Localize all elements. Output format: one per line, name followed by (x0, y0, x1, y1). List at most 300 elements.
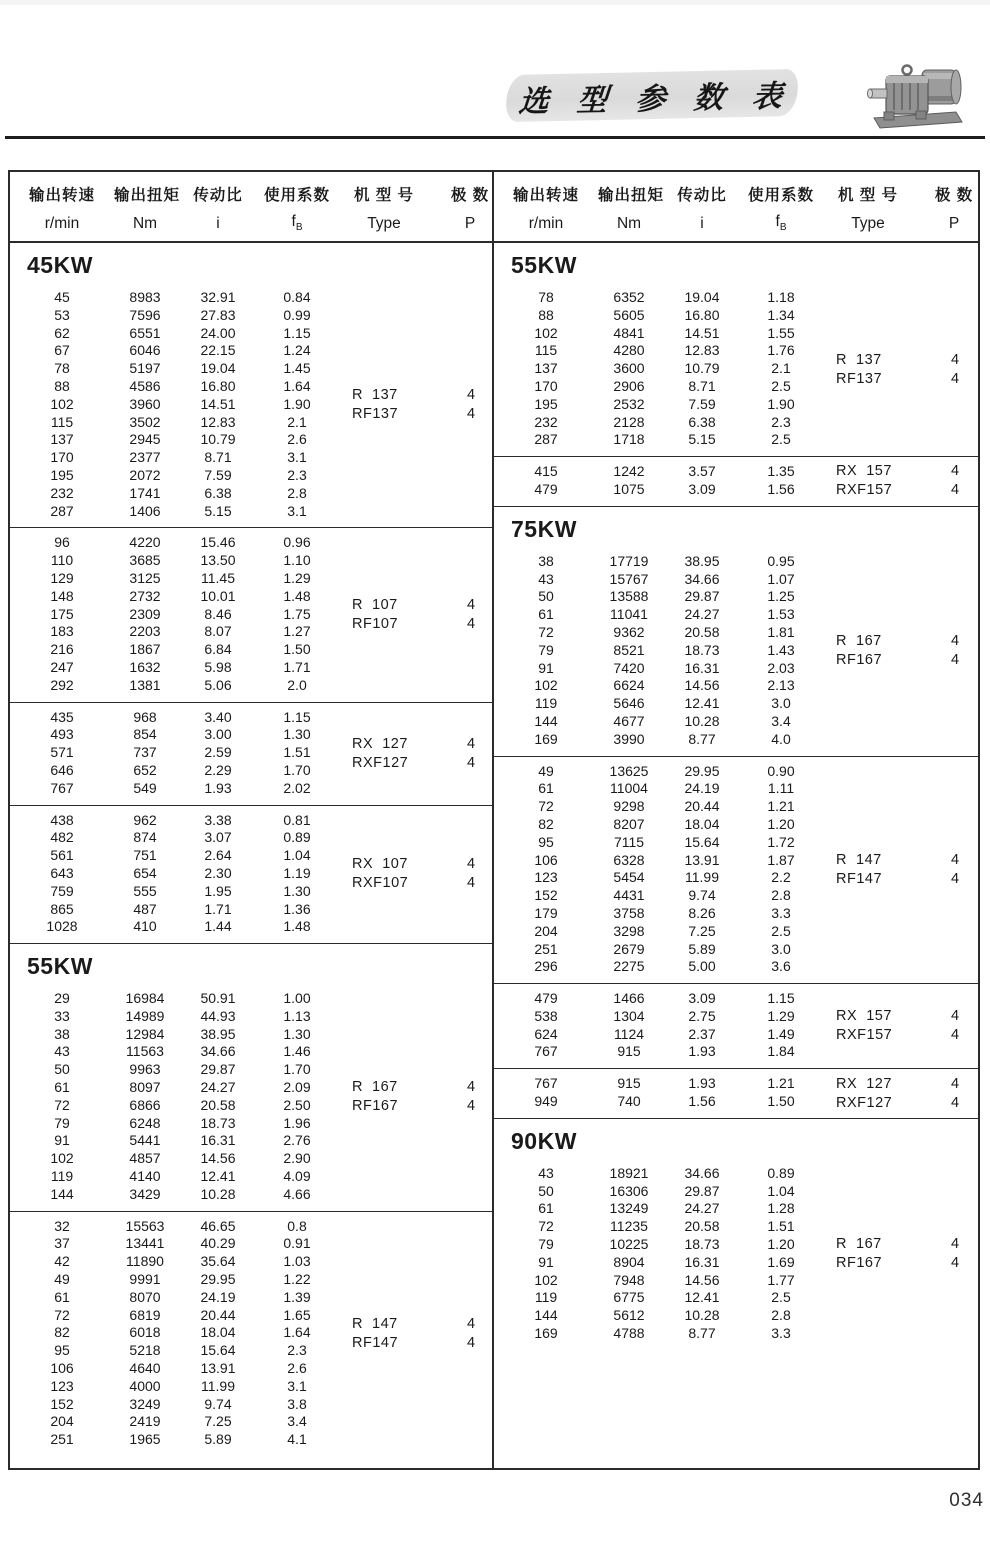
cell-speed: 72 (54, 1306, 70, 1323)
unit-speed: r/min (528, 215, 564, 232)
cell-factor: 2.5 (771, 431, 791, 448)
table-row (494, 1165, 978, 1183)
table-row (10, 485, 492, 503)
cell-speed: 115 (50, 413, 74, 430)
cell-factor: 1.03 (283, 1253, 311, 1270)
data-block (494, 547, 978, 757)
table-row (494, 1307, 978, 1325)
poles-value: 4 (950, 482, 960, 499)
poles-value: 4 (950, 1008, 960, 1025)
cell-speed: 96 (54, 534, 70, 551)
type-label: RF137 (352, 406, 399, 423)
cell-torque: 8983 (129, 289, 161, 305)
cell-ratio: 2.37 (688, 1025, 716, 1042)
cell-torque: 3429 (129, 1185, 161, 1202)
cell-ratio: 14.56 (684, 677, 720, 694)
type-label: R 137 (352, 387, 398, 404)
type-line (352, 386, 480, 405)
cell-ratio: 7.59 (204, 466, 232, 483)
poles-value: 4 (466, 1098, 476, 1115)
table-row (10, 1043, 492, 1061)
cell-torque: 3990 (613, 730, 645, 747)
cell-speed: 538 (534, 1007, 558, 1024)
cell-torque: 9991 (129, 1271, 161, 1288)
cell-ratio: 38.95 (684, 552, 720, 569)
cell-speed: 767 (534, 1043, 558, 1060)
cell-ratio: 1.56 (688, 1093, 716, 1110)
cell-speed: 195 (534, 395, 558, 412)
cell-ratio: 15.64 (684, 833, 720, 850)
cell-speed: 179 (534, 904, 558, 921)
cell-torque: 1124 (613, 1025, 645, 1042)
cell-torque: 2732 (129, 587, 161, 604)
cell-factor: 1.87 (767, 851, 795, 868)
cell-speed: 102 (534, 677, 558, 694)
type-line (836, 1094, 964, 1113)
cell-ratio: 8.46 (204, 605, 232, 622)
cell-factor: 2.5 (771, 1289, 791, 1306)
cell-ratio: 3.57 (688, 463, 716, 480)
poles-value: 4 (950, 1094, 960, 1111)
cell-ratio: 50.91 (200, 990, 236, 1007)
cell-speed: 144 (534, 1307, 558, 1324)
cell-speed: 435 (50, 708, 74, 725)
header-ratio: 传动比 (677, 187, 727, 204)
cell-torque: 6352 (613, 289, 645, 305)
type-line (352, 1334, 480, 1353)
type-line (352, 1078, 480, 1097)
table-row (494, 571, 978, 589)
cell-factor: 2.2 (771, 869, 791, 886)
cell-ratio: 8.77 (688, 1325, 716, 1342)
cell-factor: 0.91 (283, 1235, 311, 1252)
cell-torque: 11041 (610, 606, 648, 623)
cell-torque: 487 (133, 900, 157, 917)
cell-speed: 91 (538, 659, 554, 676)
cell-factor: 0.96 (283, 534, 311, 551)
cell-speed: 49 (538, 762, 554, 779)
cell-torque: 11890 (126, 1253, 164, 1270)
cell-factor: 2.3 (771, 413, 791, 430)
cell-factor: 1.34 (767, 306, 795, 323)
cell-factor: 2.13 (767, 677, 795, 694)
type-poles-group (836, 632, 964, 670)
data-block (10, 528, 492, 702)
cell-torque: 2072 (129, 466, 161, 483)
selection-parameter-table (8, 170, 980, 1470)
cell-ratio: 8.71 (204, 449, 232, 466)
cell-torque: 549 (133, 779, 157, 796)
table-row (10, 503, 492, 521)
header-factor: 使用系数 (747, 187, 814, 204)
cell-ratio: 19.04 (200, 360, 236, 377)
cell-speed: 204 (534, 922, 558, 939)
cell-factor: 1.64 (283, 377, 311, 394)
table-row (494, 923, 978, 941)
cell-ratio: 8.26 (688, 904, 716, 921)
table-row (10, 659, 492, 677)
cell-factor: 0.8 (287, 1217, 307, 1234)
cell-ratio: 14.51 (684, 324, 720, 341)
cell-factor: 1.84 (767, 1043, 795, 1060)
cell-torque: 6624 (613, 677, 645, 694)
cell-torque: 4640 (129, 1360, 161, 1377)
table-right-body (494, 243, 978, 1350)
cell-factor: 2.76 (283, 1132, 311, 1149)
cell-factor: 1.43 (767, 641, 795, 658)
data-block (10, 806, 492, 945)
cell-factor: 1.48 (283, 587, 311, 604)
cell-speed: 32 (54, 1217, 70, 1234)
cell-speed: 61 (54, 1288, 70, 1305)
data-block (494, 1159, 978, 1350)
cell-speed: 53 (54, 306, 70, 323)
type-line (836, 370, 964, 389)
unit-ratio: i (216, 215, 220, 232)
cell-ratio: 5.15 (688, 431, 716, 448)
cell-speed: 137 (534, 360, 558, 377)
cell-ratio: 44.93 (200, 1007, 236, 1024)
table-row (494, 731, 978, 749)
type-poles-group (352, 1315, 480, 1353)
cell-ratio: 8.77 (688, 730, 716, 747)
cell-ratio: 18.04 (200, 1324, 236, 1341)
cell-torque: 4841 (613, 324, 645, 341)
cell-speed: 561 (50, 847, 74, 864)
cell-ratio: 1.93 (204, 779, 232, 796)
poles-value: 4 (950, 851, 960, 868)
cell-speed: 61 (54, 1079, 70, 1096)
cell-ratio: 18.73 (684, 641, 720, 658)
cell-speed: 170 (534, 377, 558, 394)
header-ratio: 传动比 (193, 187, 243, 204)
cell-speed: 571 (50, 744, 74, 761)
cell-speed: 38 (54, 1025, 70, 1042)
cell-factor: 1.10 (283, 552, 311, 569)
type-line (836, 1026, 964, 1045)
cell-speed: 479 (534, 990, 558, 1007)
poles-value: 4 (466, 596, 476, 613)
type-label: RXF157 (836, 1027, 893, 1044)
cell-speed: 43 (538, 570, 554, 587)
table-row (494, 431, 978, 449)
cell-speed: 102 (534, 1271, 558, 1288)
cell-ratio: 7.59 (688, 395, 716, 412)
cell-speed: 204 (50, 1413, 74, 1430)
cell-factor: 1.55 (767, 324, 795, 341)
cell-torque: 5605 (613, 306, 645, 323)
cell-torque: 8207 (613, 815, 645, 832)
cell-speed: 33 (54, 1007, 70, 1024)
cell-factor: 1.13 (283, 1007, 311, 1024)
cell-ratio: 3.09 (688, 990, 716, 1007)
cell-speed: 767 (50, 779, 74, 796)
cell-speed: 479 (534, 480, 558, 497)
cell-speed: 43 (54, 1043, 70, 1060)
cell-factor: 1.30 (283, 726, 311, 743)
cell-factor: 1.07 (767, 570, 795, 587)
cell-speed: 624 (534, 1025, 558, 1042)
cell-torque: 7596 (129, 306, 161, 323)
cell-ratio: 3.07 (204, 829, 232, 846)
cell-factor: 2.8 (771, 887, 791, 904)
cell-factor: 3.3 (771, 1325, 791, 1342)
table-row (494, 1272, 978, 1290)
cell-speed: 251 (534, 940, 558, 957)
cell-factor: 2.02 (283, 779, 311, 796)
cell-ratio: 6.84 (204, 641, 232, 658)
header-torque: 输出扭矩 (598, 187, 665, 204)
cell-ratio: 24.27 (684, 606, 720, 623)
table-row (494, 553, 978, 571)
cell-ratio: 8.71 (688, 377, 716, 394)
cell-speed: 137 (50, 431, 74, 448)
cell-torque: 4677 (613, 712, 645, 729)
cell-ratio: 29.95 (200, 1271, 236, 1288)
cell-torque: 740 (617, 1093, 641, 1110)
cell-speed: 292 (50, 676, 74, 693)
cell-ratio: 2.75 (688, 1007, 716, 1024)
cell-ratio: 18.73 (684, 1236, 720, 1253)
cell-ratio: 40.29 (200, 1235, 236, 1252)
cell-torque: 1867 (129, 641, 161, 658)
data-block (494, 1069, 978, 1119)
cell-torque: 751 (133, 847, 157, 864)
type-label: RX 127 (352, 735, 408, 752)
poles-value: 4 (950, 351, 960, 368)
cell-ratio: 20.44 (684, 798, 720, 815)
cell-ratio: 3.00 (204, 726, 232, 743)
header-factor: 使用系数 (263, 187, 330, 204)
cell-speed: 79 (538, 1236, 554, 1253)
cell-torque: 2309 (129, 605, 161, 622)
cell-torque: 6866 (129, 1096, 161, 1113)
cell-speed: 251 (50, 1431, 74, 1448)
data-block (494, 457, 978, 507)
cell-speed: 152 (534, 887, 558, 904)
cell-ratio: 7.25 (204, 1413, 232, 1430)
cell-speed: 119 (50, 1168, 74, 1185)
cell-ratio: 22.15 (200, 342, 236, 359)
section-title-45kw: 45KW (27, 252, 93, 278)
cell-torque: 737 (133, 744, 157, 761)
cell-factor: 3.1 (287, 502, 307, 519)
table-row (10, 780, 492, 798)
cell-torque: 5197 (129, 360, 161, 377)
cell-factor: 1.30 (283, 1025, 311, 1042)
table-row (10, 812, 492, 830)
cell-factor: 0.81 (283, 811, 311, 828)
cell-speed: 195 (50, 466, 74, 483)
cell-speed: 144 (50, 1185, 74, 1202)
table-row (10, 1115, 492, 1133)
cell-speed: 216 (50, 641, 74, 658)
poles-value: 4 (466, 856, 476, 873)
cell-torque: 17719 (609, 552, 649, 569)
cell-ratio: 29.95 (684, 762, 720, 779)
cell-torque: 13625 (609, 762, 649, 779)
type-label: R 147 (836, 851, 882, 868)
cell-ratio: 5.89 (688, 940, 716, 957)
type-label: RF167 (836, 652, 883, 669)
cell-factor: 0.99 (283, 306, 311, 323)
table-row (494, 763, 978, 781)
cell-factor: 1.53 (767, 606, 795, 623)
table-left-half (10, 172, 494, 1468)
header-type: 机 型 号 (353, 187, 415, 204)
cell-speed: 72 (538, 1218, 554, 1235)
type-label: R 167 (836, 1236, 882, 1253)
cell-ratio: 10.01 (200, 587, 236, 604)
type-line (352, 855, 480, 874)
type-label: RF147 (836, 870, 883, 887)
table-row (494, 1183, 978, 1201)
cell-torque: 9362 (613, 623, 645, 640)
cell-factor: 1.70 (283, 761, 311, 778)
cell-ratio: 14.56 (684, 1271, 720, 1288)
data-block (10, 283, 492, 528)
cell-ratio: 2.29 (204, 761, 232, 778)
gear-motor-image (860, 56, 968, 134)
table-row (10, 677, 492, 695)
section-title-90kw: 90KW (511, 1127, 577, 1154)
cell-speed: 144 (534, 712, 558, 729)
cell-factor: 2.0 (287, 676, 307, 693)
cell-ratio: 3.38 (204, 811, 232, 828)
cell-factor: 1.22 (283, 1271, 311, 1288)
cell-factor: 3.4 (287, 1413, 307, 1430)
cell-factor: 1.36 (283, 900, 311, 917)
cell-factor: 3.0 (771, 695, 791, 712)
cell-torque: 854 (133, 726, 157, 743)
cell-speed: 91 (538, 1253, 554, 1270)
cell-speed: 49 (54, 1271, 70, 1288)
cell-speed: 115 (534, 342, 558, 359)
top-edge-strip (0, 0, 990, 5)
cell-factor: 1.35 (767, 463, 795, 480)
cell-speed: 865 (50, 900, 74, 917)
cell-speed: 50 (538, 1182, 554, 1199)
table-row (10, 990, 492, 1008)
cell-ratio: 2.64 (204, 847, 232, 864)
cell-ratio: 15.64 (200, 1342, 236, 1359)
cell-ratio: 19.04 (684, 289, 720, 305)
cell-factor: 1.20 (767, 815, 795, 832)
cell-factor: 1.49 (767, 1025, 795, 1042)
cell-speed: 106 (50, 1360, 74, 1377)
table-row (10, 552, 492, 570)
cell-torque: 1381 (129, 676, 161, 693)
cell-factor: 1.71 (283, 658, 311, 675)
cell-speed: 82 (538, 815, 554, 832)
cell-factor: 1.69 (767, 1253, 795, 1270)
cell-factor: 2.03 (767, 659, 795, 676)
cell-speed: 169 (534, 730, 558, 747)
cell-speed: 643 (50, 864, 74, 881)
cell-torque: 4586 (129, 377, 161, 394)
cell-speed: 91 (54, 1132, 70, 1149)
table-row (494, 414, 978, 432)
table-row (10, 307, 492, 325)
type-line (836, 1254, 964, 1273)
cell-torque: 6551 (129, 324, 161, 341)
cell-ratio: 18.04 (684, 815, 720, 832)
cell-speed: 767 (534, 1075, 558, 1092)
cell-torque: 18921 (609, 1164, 649, 1181)
cell-torque: 4431 (613, 887, 645, 904)
table-row (10, 342, 492, 360)
cell-speed: 42 (54, 1253, 70, 1270)
cell-ratio: 16.31 (200, 1132, 236, 1149)
cell-ratio: 5.15 (204, 502, 232, 519)
cell-factor: 1.21 (767, 1075, 795, 1092)
cell-ratio: 3.09 (688, 480, 716, 497)
cell-factor: 1.75 (283, 605, 311, 622)
cell-speed: 123 (534, 869, 558, 886)
cell-speed: 232 (50, 484, 74, 501)
cell-speed: 287 (50, 502, 74, 519)
cell-torque: 962 (133, 811, 157, 828)
cell-speed: 102 (50, 395, 74, 412)
cell-speed: 148 (50, 587, 74, 604)
cell-ratio: 9.74 (204, 1395, 232, 1412)
cell-speed: 50 (54, 1061, 70, 1078)
type-poles-group (352, 1078, 480, 1116)
cell-torque: 915 (617, 1075, 641, 1092)
cell-speed: 102 (534, 324, 558, 341)
cell-ratio: 2.30 (204, 864, 232, 881)
table-row (10, 1396, 492, 1414)
type-poles-group (836, 1235, 964, 1273)
cell-torque: 3600 (613, 360, 645, 377)
header-speed: 输出转速 (28, 187, 95, 204)
cell-speed: 61 (538, 606, 554, 623)
cell-factor: 2.8 (287, 484, 307, 501)
cell-factor: 1.11 (767, 780, 795, 797)
cell-speed: 152 (50, 1395, 74, 1412)
cell-torque: 11235 (610, 1218, 648, 1235)
cell-torque: 12984 (125, 1025, 165, 1042)
cell-ratio: 24.19 (684, 780, 720, 797)
type-line (836, 462, 964, 481)
cell-speed: 72 (538, 798, 554, 815)
cell-speed: 247 (50, 658, 74, 675)
poles-value: 4 (466, 406, 476, 423)
cell-ratio: 10.79 (684, 360, 720, 377)
type-label: RXF107 (352, 875, 409, 892)
cell-ratio: 16.31 (684, 1253, 720, 1270)
cell-factor: 1.76 (767, 342, 795, 359)
cell-torque: 3502 (129, 413, 161, 430)
cell-speed: 175 (50, 605, 74, 622)
type-label: R 167 (352, 1079, 398, 1096)
poles-value: 4 (466, 1079, 476, 1096)
cell-torque: 13588 (609, 588, 649, 605)
cell-torque: 915 (617, 1043, 641, 1060)
page-title: 选 型 参 数 表 (517, 79, 794, 119)
header-torque: 输出扭矩 (114, 187, 181, 204)
type-line (836, 1007, 964, 1026)
poles-value: 4 (950, 463, 960, 480)
data-block (10, 1212, 492, 1456)
cell-torque: 6046 (129, 342, 161, 359)
cell-ratio: 5.00 (688, 958, 716, 975)
table-row (494, 677, 978, 695)
cell-torque: 3685 (129, 552, 161, 569)
cell-factor: 2.6 (287, 431, 307, 448)
cell-ratio: 1.44 (204, 918, 232, 935)
cell-factor: 1.72 (767, 833, 795, 850)
